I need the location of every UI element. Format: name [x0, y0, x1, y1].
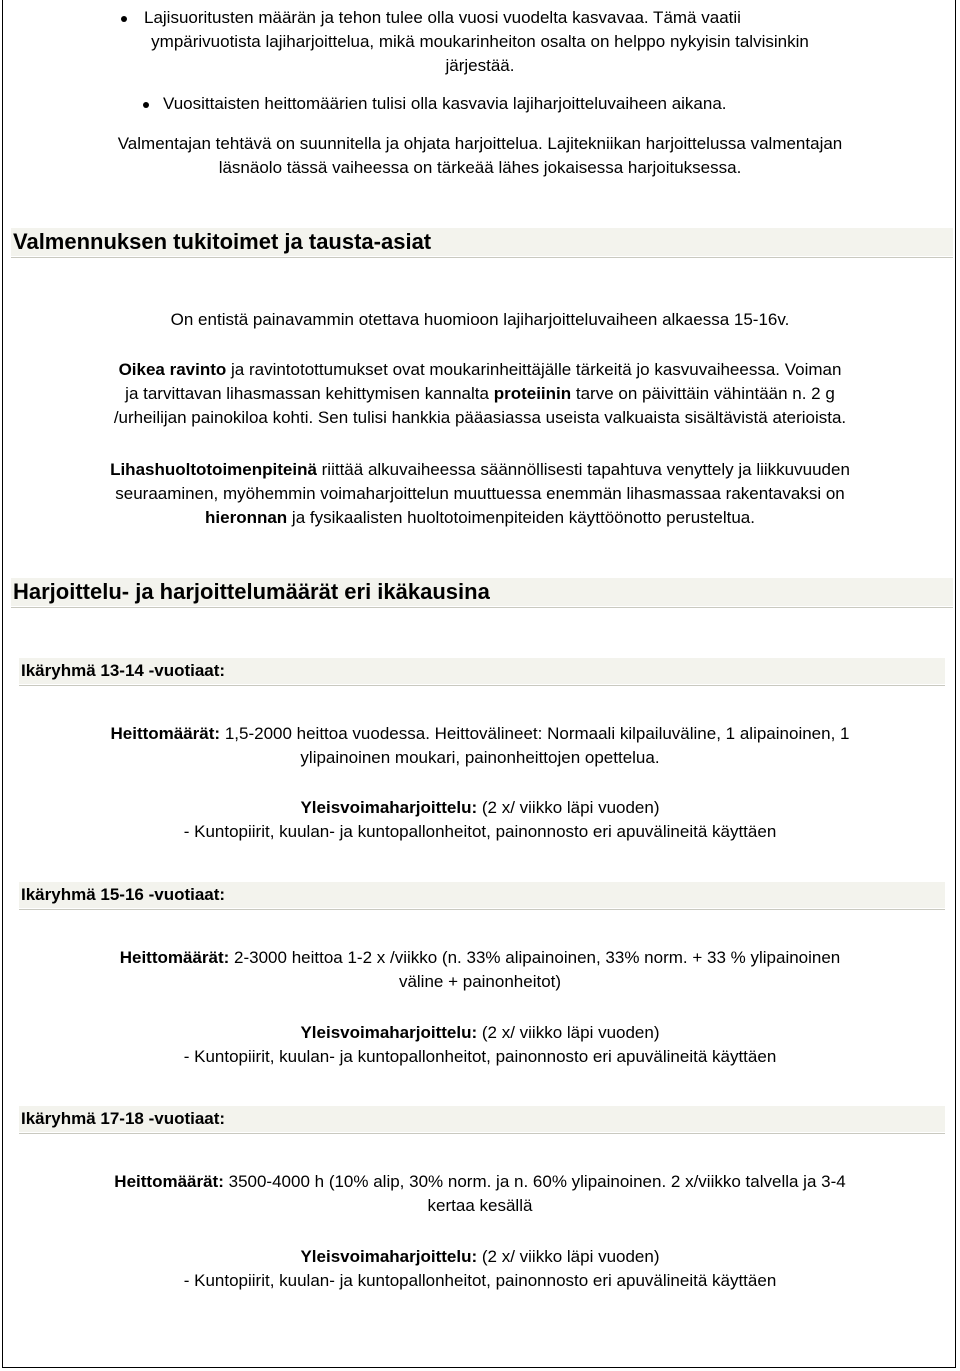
- group-3-throws-line-2: kertaa kesällä: [427, 1196, 533, 1215]
- nutrition-line-1: [3, 358, 957, 382]
- maintenance-massage-term: hieronnan: [205, 508, 288, 527]
- group-1-throws-line-1: [3, 722, 957, 746]
- maintenance-bold-term: Lihashuoltotoimenpiteinä: [110, 460, 317, 479]
- support-intro: On entistä painavammin otettava huomioon lajiharjoitteluvaiheen alkaessa 15-16v.: [170, 310, 790, 329]
- group-3-strength-line: [3, 1245, 957, 1269]
- group-2-throws-text: 2-3000 heittoa 1-2 x /viikko (n. 33% alipainoinen, 33% norm. + 33 % ylipainoinen: [229, 948, 841, 967]
- group-2-strength-detail: - Kuntopiirit, kuulan- ja kuntopallonheitot, painonnosto eri apuvälineitä käyttäen: [183, 1047, 777, 1066]
- group-1-strength-detail: - Kuntopiirit, kuulan- ja kuntopallonheitot, painonnosto eri apuvälineitä käyttäen: [183, 822, 777, 841]
- bullet-1-line-2: ympärivuotista lajiharjoittelua, mikä moukarinheiton osalta on helppo nykyisin talvisinkin: [151, 32, 809, 51]
- strength-label: Yleisvoimaharjoittelu:: [300, 798, 478, 817]
- group-3-throws-text: 3500-4000 h (10% alip, 30% norm. ja n. 60% ylipainoinen. 2 x/viikko talvella ja 3-4: [223, 1172, 846, 1191]
- group-3-strength-freq: (2 x/ viikko läpi vuoden): [477, 1247, 660, 1266]
- maintenance-line-1-rest: riittää alkuvaiheessa säännöllisesti tapahtuva venyttely ja liikkuvuuden: [316, 460, 850, 479]
- coach-paragraph-line-2: läsnäolo tässä vaiheessa on tärkeää lähes jokaisessa harjoituksessa.: [218, 158, 742, 177]
- group-2-throws-line-1: [3, 946, 957, 970]
- group-2-throws-line-2: väline + painonheitot): [398, 972, 562, 991]
- strength-label: Yleisvoimaharjoittelu:: [300, 1023, 478, 1042]
- bullet-1-line-1: Lajisuoritusten määrän ja tehon tulee olla vuosi vuodelta kasvavaa. Tämä vaatii: [144, 8, 741, 27]
- group-3-throws-line-1: [3, 1170, 957, 1194]
- document-page: [2, 0, 956, 1368]
- nutrition-line-2: [3, 382, 957, 406]
- nutrition-line-2-post: tarve on päivittäin vähintään n. 2 g: [571, 384, 835, 403]
- nutrition-bold-term: Oikea ravinto: [118, 360, 227, 379]
- maintenance-line-3: [3, 506, 957, 530]
- group-1-throws-text: 1,5-2000 heittoa vuodessa. Heittovälineet: Normaali kilpailuväline, 1 alipainoinen, 1: [220, 724, 850, 743]
- maintenance-line-1: [3, 458, 957, 482]
- group-1-strength-freq: (2 x/ viikko läpi vuoden): [477, 798, 660, 817]
- throws-label: Heittomäärät:: [114, 1172, 224, 1191]
- bullet-2-text: Vuosittaisten heittomäärien tulisi olla kasvavia lajiharjoitteluvaiheen aikana.: [163, 94, 727, 113]
- group-3-strength-detail: - Kuntopiirit, kuulan- ja kuntopallonheitot, painonnosto eri apuvälineitä käyttäen: [183, 1271, 777, 1290]
- nutrition-line-3: /urheilijan painokiloa kohti. Sen tulisi hankkia pääasiassa useista valkuaista sisältävistä aterioista.: [113, 408, 847, 427]
- throws-label: Heittomäärät:: [110, 724, 221, 743]
- nutrition-protein-term: proteiinin: [493, 384, 572, 403]
- group-2-strength-freq: (2 x/ viikko läpi vuoden): [477, 1023, 660, 1042]
- age-group-title-17-18: Ikäryhmä 17-18 -vuotiaat:: [19, 1106, 945, 1132]
- coach-paragraph-line-1: Valmentajan tehtävä on suunnitella ja ohjata harjoittelua. Lajitekniikan harjoittelussa valmentajan: [117, 134, 843, 153]
- group-2-strength-line: [3, 1021, 957, 1045]
- bullet-1-line-3: järjestää.: [445, 56, 515, 75]
- section-heading-support: Valmennuksen tukitoimet ja tausta-asiat: [11, 228, 953, 256]
- maintenance-line-2: seuraaminen, myöhemmin voimaharjoittelun muuttuessa enemmän lihasmassaa rakentavaksi on: [115, 484, 845, 503]
- group-1-strength-line: [3, 796, 957, 820]
- maintenance-line-3-rest: ja fysikaalisten huoltotoimenpiteiden käyttöönotto perusteltua.: [287, 508, 755, 527]
- section-heading-training: Harjoittelu- ja harjoittelumäärät eri ikäkausina: [11, 578, 953, 606]
- bullet-dot-icon: [121, 16, 127, 22]
- bullet-dot-icon: [143, 102, 149, 108]
- nutrition-line-1-rest: ja ravintotottumukset ovat moukarinheittäjälle tärkeitä jo kasvuvaiheessa. Voiman: [226, 360, 842, 379]
- group-1-throws-line-2: ylipainoinen moukari, painonheittojen opettelua.: [300, 748, 660, 767]
- strength-label: Yleisvoimaharjoittelu:: [300, 1247, 478, 1266]
- throws-label: Heittomäärät:: [119, 948, 230, 967]
- nutrition-line-2-pre: ja tarvittavan lihasmassan kehittymisen kannalta: [125, 384, 494, 403]
- age-group-title-15-16: Ikäryhmä 15-16 -vuotiaat:: [19, 882, 945, 908]
- age-group-title-13-14: Ikäryhmä 13-14 -vuotiaat:: [19, 658, 945, 684]
